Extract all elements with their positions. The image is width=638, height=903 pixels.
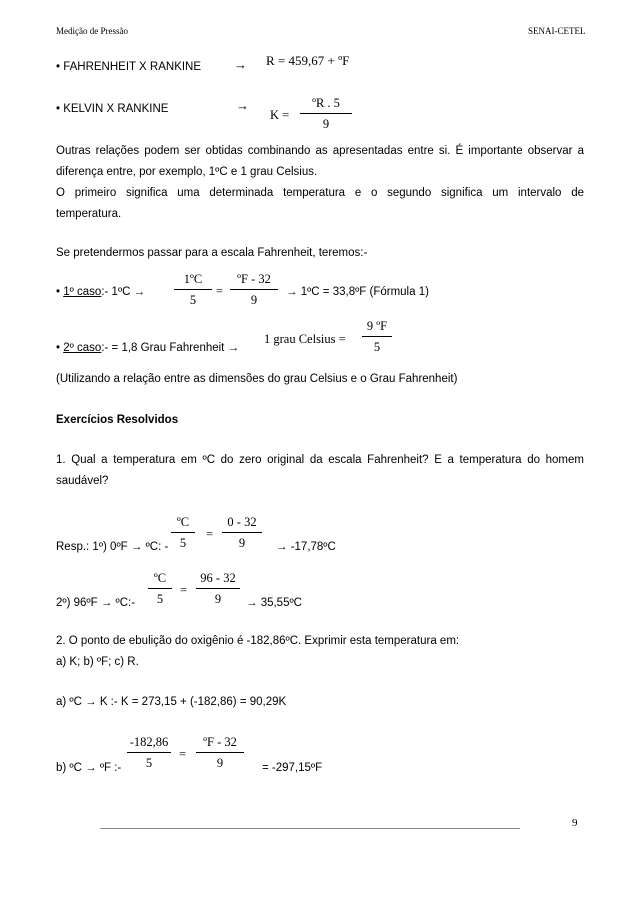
fraction-numerator: ºF - 32 (230, 272, 278, 290)
response-2-label: 2º) 96ºF → ºC:- (56, 597, 136, 609)
answer-b-label: b) ºC → ºF :- (56, 762, 122, 774)
resp2-fraction-right (196, 571, 240, 607)
equals-sign: = (216, 284, 224, 298)
case1-text: :- 1ºC → (101, 286, 146, 298)
relation-note: (Utilizando a relação entre as dimensões do grau Celsius e o Grau Fahrenheit) (56, 373, 458, 385)
paragraph-line: Outras relações podem ser obtidas combinando as apresentadas entre si. É importante observar a (56, 145, 584, 157)
fraction-numerator: ºF - 32 (196, 735, 244, 753)
fraction-numerator: 9 ºF (362, 319, 392, 337)
fahrenheit-rankine-label: • FAHRENHEIT X RANKINE (56, 61, 202, 73)
case1-fraction-left (174, 272, 212, 308)
case2-title: 2º caso (63, 342, 102, 354)
paragraph-fahrenheit: Se pretendermos passar para a escala Fahrenheit, teremos:- (56, 247, 368, 259)
equals-sign: = (180, 583, 188, 597)
response-1-result: → -17,78ºC (276, 541, 336, 553)
fraction-denominator: 5 (156, 592, 164, 606)
case2-fraction (362, 319, 392, 355)
paragraph-line: diferença entre, por exemplo, 1ºC e 1 grau Celsius. (56, 166, 318, 178)
kelvin-lhs: K = (270, 108, 290, 122)
fraction-denominator: 5 (189, 293, 197, 307)
case2-text: :- = 1,8 Grau Fahrenheit → (101, 342, 240, 354)
footer-rule (100, 828, 520, 829)
paragraph-relations (56, 141, 584, 225)
case1-label (56, 282, 145, 302)
resp1-fraction-right (222, 515, 262, 551)
case1-fraction-right (230, 272, 278, 308)
fraction-denominator: 9 (214, 592, 222, 606)
fraction-numerator: ºC (171, 515, 195, 533)
question-2: 2. O ponto de ebulição do oxigênio é -182,86ºC. Exprimir esta temperatura em: (56, 635, 460, 647)
answer-b-result: = -297,15ºF (262, 762, 323, 774)
resp1-fraction-left (171, 515, 195, 551)
paragraph-line: 1. Qual a temperatura em ºC do zero original da escala Fahrenheit? E a temperatura do homem (56, 454, 584, 466)
equals-sign: = (179, 747, 187, 761)
arrow-icon: → (234, 57, 247, 72)
paragraph-line: O primeiro significa uma determinada temperatura e o segundo significa um intervalo de (56, 187, 584, 199)
fraction-denominator: 9 (216, 756, 224, 770)
fraction-numerator: 0 - 32 (222, 515, 262, 533)
header-left: Medição de Pressão (56, 26, 128, 36)
case1-result: → 1ºC = 33,8ºF (Fórmula 1) (286, 286, 429, 298)
bullet: • (56, 286, 64, 298)
fraction-denominator: 9 (250, 293, 258, 307)
equals-sign: = (206, 527, 214, 541)
kelvin-rankine-label: • KELVIN X RANKINE (56, 103, 169, 115)
case1-title: 1º caso (63, 286, 102, 298)
fraction-denominator: 5 (145, 756, 153, 770)
fraction-denominator: 5 (373, 340, 381, 354)
fraction-numerator: -182,86 (127, 735, 171, 753)
fraction-numerator: 96 - 32 (196, 571, 240, 589)
section-title: Exercícios Resolvidos (56, 414, 179, 426)
fraction-denominator: 5 (179, 536, 187, 550)
kelvin-fraction (300, 96, 352, 132)
question-1 (56, 450, 584, 492)
response-2-result: → 35,55ºC (246, 597, 302, 609)
question-2-options: a) K; b) ºF; c) R. (56, 656, 139, 668)
ansb-fraction-left (127, 735, 171, 771)
ansb-fraction-right (196, 735, 244, 771)
arrow-icon: → (236, 98, 249, 113)
answer-a: a) ºC → K :- K = 273,15 + (-182,86) = 90,29K (56, 696, 287, 708)
case2-label (56, 338, 239, 358)
page-number: 9 (572, 817, 578, 829)
fraction-denominator: 9 (322, 117, 330, 131)
bullet: • (56, 342, 64, 354)
fraction-numerator: 1ºC (174, 272, 212, 290)
response-1-label: Resp.: 1º) 0ºF → ºC: - (56, 541, 169, 553)
case2-lhs: 1 grau Celsius = (264, 332, 346, 346)
resp2-fraction-left (148, 571, 172, 607)
fraction-numerator: ºC (148, 571, 172, 589)
paragraph-line: temperatura. (56, 208, 122, 220)
fraction-denominator: 9 (238, 536, 246, 550)
rankine-formula: R = 459,67 + ºF (266, 53, 350, 68)
fraction-numerator: ºR . 5 (300, 96, 352, 114)
header-right: SENAI-CETEL (528, 26, 586, 36)
paragraph-line: saudável? (56, 475, 109, 487)
